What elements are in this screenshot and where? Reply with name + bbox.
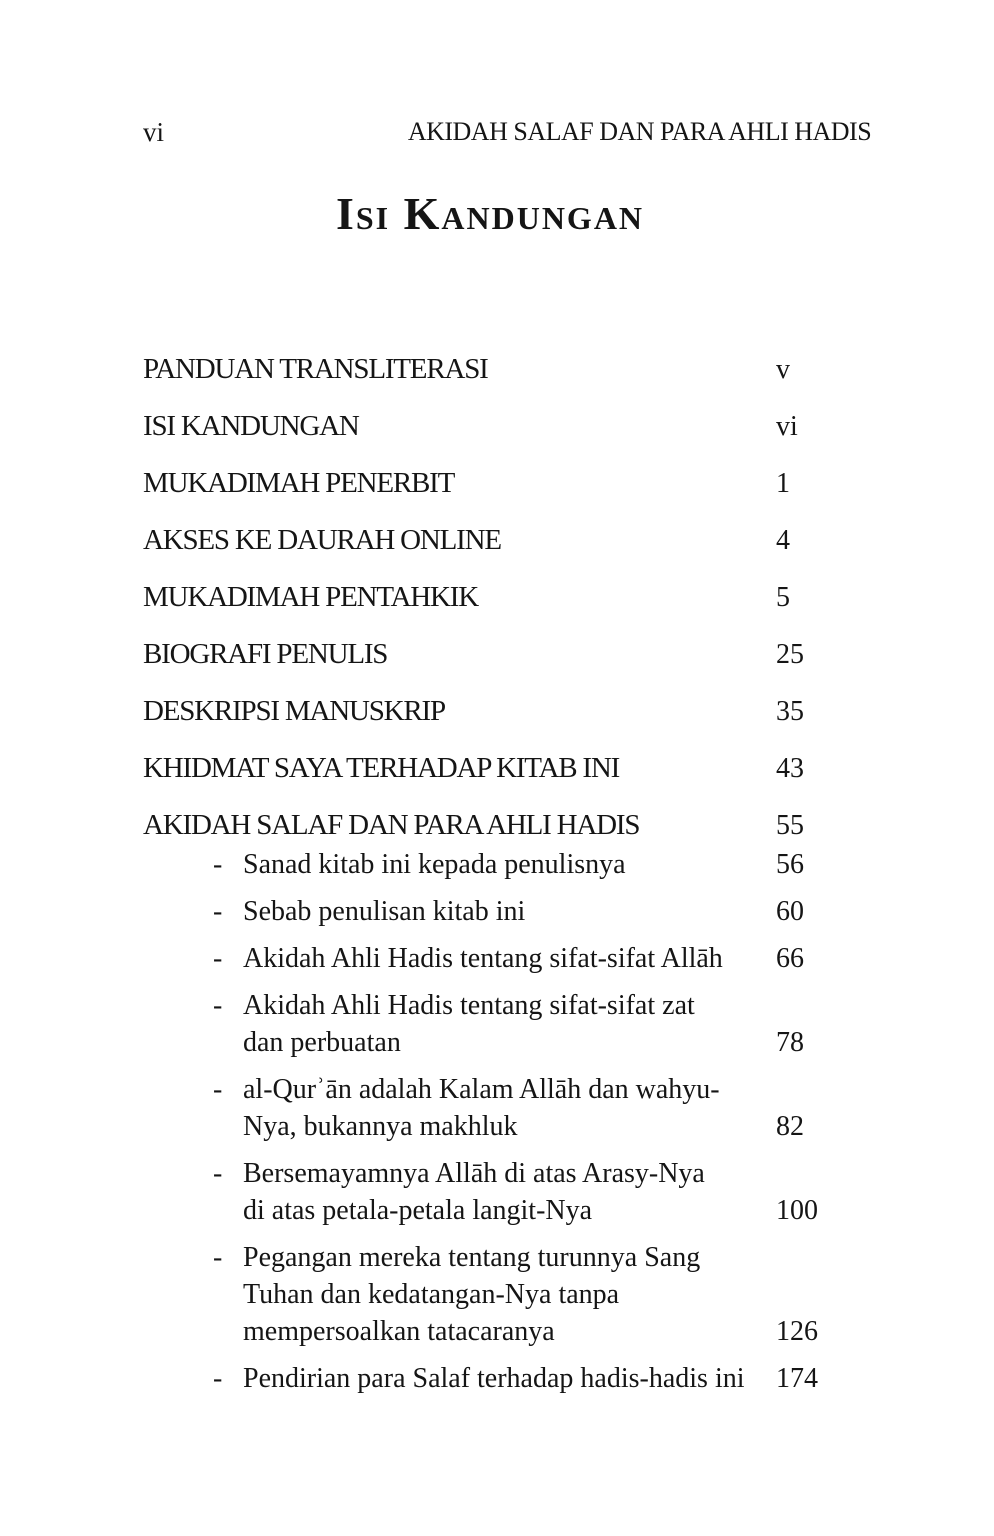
dash-marker: -	[213, 990, 223, 1021]
toc-entry-line: AKIDAH SALAF DAN PARA AHLI HADIS	[143, 809, 640, 841]
toc-entry-line: di atas petala-petala langit-Nya	[243, 1195, 593, 1226]
toc-page-number: 56	[776, 849, 804, 880]
toc-entry-text	[143, 581, 776, 614]
toc-entry-text	[143, 695, 776, 728]
toc-page-number: 126	[776, 1316, 818, 1347]
toc-entry	[143, 1239, 856, 1350]
toc-entry-lines	[243, 1071, 776, 1145]
toc-entry-lines	[243, 846, 776, 883]
toc-entry-lines	[143, 410, 776, 443]
toc-entry-line: Sanad kitab ini kepada penulisnya	[243, 849, 626, 880]
toc-entry	[143, 353, 856, 386]
toc-entry	[143, 846, 856, 883]
toc-entry-text	[143, 353, 776, 386]
toc-entry	[143, 1155, 856, 1229]
toc-entry	[143, 752, 856, 785]
toc-page-number: 174	[776, 1363, 818, 1394]
toc-entry	[143, 1071, 856, 1145]
folio-page-number: vi	[143, 117, 165, 147]
toc-page-number: vi	[776, 411, 798, 442]
toc-entry-line: mempersoalkan tatacaranya	[243, 1316, 555, 1347]
toc-entry-text	[143, 987, 776, 1061]
toc-entry-text	[143, 1071, 776, 1145]
toc-page-number: 35	[776, 696, 804, 727]
toc-page-number: 4	[776, 525, 790, 556]
toc-entry	[143, 467, 856, 500]
toc-page-number: 78	[776, 1027, 804, 1058]
toc-entry	[143, 695, 856, 728]
toc-page-number: 5	[776, 582, 790, 613]
toc-entry-line: Bersemayamnya Allāh di atas Arasy-Nya	[243, 1158, 705, 1189]
dash-marker: -	[213, 943, 223, 974]
toc-page-number: 55	[776, 810, 804, 841]
toc-entry-lines	[243, 940, 776, 977]
toc-entry-text	[143, 809, 776, 842]
toc-entry-line: MUKADIMAH PENTAHKIK	[143, 581, 478, 613]
toc-entry	[143, 638, 856, 671]
toc-entry-lines	[143, 467, 776, 500]
toc-entry-lines	[143, 524, 776, 557]
toc-entry-line: Pegangan mereka tentang turunnya Sang	[243, 1242, 701, 1273]
toc-entry-line: Tuhan dan kedatangan-Nya tanpa	[243, 1279, 620, 1310]
toc-entry-lines	[143, 752, 776, 785]
toc-entry-line: Sebab penulisan kitab ini	[243, 896, 526, 927]
toc-entry	[143, 410, 856, 443]
toc-entry	[143, 940, 856, 977]
toc-entry-line: Akidah Ahli Hadis tentang sifat-sifat zat	[243, 990, 695, 1021]
toc-list	[143, 353, 856, 1407]
toc-entry-line: Pendirian para Salaf terhadap hadis-hadis ini	[243, 1363, 745, 1394]
toc-entry	[143, 987, 856, 1061]
toc-entry-line: Nya, bukannya makhluk	[243, 1111, 518, 1142]
dash-marker: -	[213, 849, 223, 880]
dash-marker: -	[213, 1158, 223, 1189]
page-title: Isi Kandungan	[335, 188, 645, 239]
toc-entry-text	[143, 893, 776, 930]
toc-entry-lines	[143, 638, 776, 671]
toc-entry-text	[143, 752, 776, 785]
toc-entry-lines	[143, 695, 776, 728]
toc-entry	[143, 524, 856, 557]
toc-entry-line: ISI KANDUNGAN	[143, 410, 359, 442]
toc-entry-lines	[243, 1155, 776, 1229]
toc-entry-text	[143, 940, 776, 977]
toc-entry	[143, 809, 856, 842]
toc-entry-lines	[243, 1239, 776, 1350]
toc-entry-lines	[143, 581, 776, 614]
toc-page-number: 25	[776, 639, 804, 670]
toc-entry-lines	[243, 1360, 776, 1397]
toc-entry-line: Akidah Ahli Hadis tentang sifat-sifat Allāh	[243, 943, 723, 974]
toc-page-number: 100	[776, 1195, 818, 1226]
dash-marker: -	[213, 1242, 223, 1273]
toc-entry-line: dan perbuatan	[243, 1027, 401, 1058]
toc-entry-line: DESKRIPSI MANUSKRIP	[143, 695, 445, 727]
toc-entry-lines	[243, 893, 776, 930]
toc-entry-text	[143, 410, 776, 443]
toc-page-number: 1	[776, 468, 790, 499]
toc-entry	[143, 893, 856, 930]
toc-page-number: 82	[776, 1111, 804, 1142]
toc-entry-lines	[143, 809, 776, 842]
toc-entry-line: al-Qurʾān adalah Kalam Allāh dan wahyu-	[243, 1074, 720, 1105]
toc-page-number: 60	[776, 896, 804, 927]
toc-entry	[143, 581, 856, 614]
toc-entry-text	[143, 1360, 776, 1397]
toc-entry	[143, 1360, 856, 1397]
toc-entry-line: KHIDMAT SAYA TERHADAP KITAB INI	[143, 752, 620, 784]
toc-entry-line: BIOGRAFI PENULIS	[143, 638, 388, 670]
toc-entry-lines	[143, 353, 776, 386]
toc-entry-text	[143, 846, 776, 883]
dash-marker: -	[213, 1074, 223, 1105]
toc-entry-line: MUKADIMAH PENERBIT	[143, 467, 455, 499]
toc-entry-text	[143, 524, 776, 557]
toc-entry-text	[143, 1155, 776, 1229]
toc-page-number: 43	[776, 753, 804, 784]
page-header	[0, 114, 994, 150]
toc-entry-text	[143, 467, 776, 500]
toc-entry-lines	[243, 987, 776, 1061]
dash-marker: -	[213, 896, 223, 927]
running-head-title: AKIDAH SALAF DAN PARA AHLI HADIS	[407, 117, 872, 146]
toc-entry-text	[143, 638, 776, 671]
toc-page-number: 66	[776, 943, 804, 974]
toc-page-number: v	[776, 354, 790, 385]
toc-entry-line: AKSES KE DAURAH ONLINE	[143, 524, 501, 556]
dash-marker: -	[213, 1363, 223, 1394]
toc-entry-text	[143, 1239, 776, 1350]
toc-entry-line: PANDUAN TRANSLITERASI	[143, 353, 488, 385]
